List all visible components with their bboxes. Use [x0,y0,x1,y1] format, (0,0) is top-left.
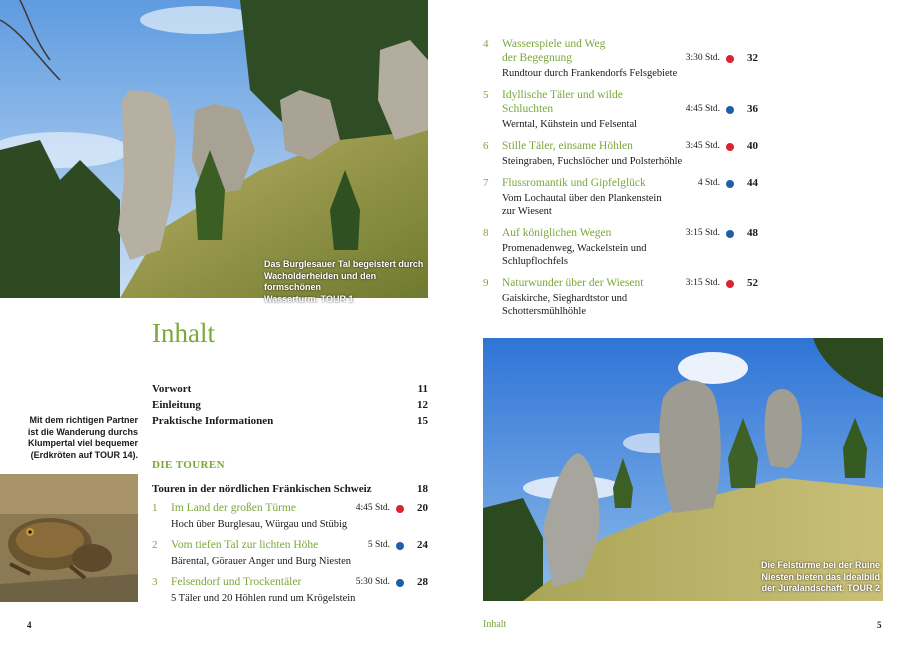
tour-number: 2 [152,539,158,551]
tour-description: Gaiskirche, Sieghardtstor und [502,293,628,304]
tour-duration: 4 Std. [697,178,720,188]
difficulty-dot [726,180,734,188]
tour-description: Rundtour durch Frankendorfs Felsgebiete [502,68,678,79]
photo-toads [0,474,138,602]
tour-description: Hoch über Burglesau, Würgau und Stübig [171,519,348,530]
tour-title: Naturwunder über der Wiesent [502,277,644,289]
tour-entry-5[interactable] [483,89,758,133]
tour-title: Im Land der großen Türme [171,502,296,514]
difficulty-dot [726,143,734,151]
tour-page: 32 [747,52,758,64]
toc-entry-label: Einleitung [152,399,201,411]
caption-line: ist die Wanderung durchs [27,426,138,437]
tour-entry-7[interactable] [483,177,758,221]
tour-page: 20 [417,502,428,514]
tour-description: Promenadenweg, Wackelstein und [502,243,647,254]
tour-title: Vom tiefen Tal zur lichten Höhe [171,539,319,551]
toc-entry-label: Vorwort [152,383,192,395]
toc-region-label: Touren in der nördlichen Fränkischen Schweiz [152,483,372,495]
toc-entry-page: 15 [417,415,428,427]
tour-number: 7 [483,177,489,189]
caption-line: Wasserturm. TOUR 1 [264,293,354,304]
caption-line: Wacholderheiden und den formschönen [264,270,377,292]
tour-title: Flussromantik und Gipfelglück [502,177,646,189]
tour-title: Wasserspiele und Weg [502,38,606,50]
toad-illustration [0,474,138,602]
tour-page: 48 [747,227,758,239]
toad-caption [0,415,138,461]
tour-entry-8[interactable] [483,227,758,271]
left-page-number: 4 [27,620,32,630]
tour-description: Werntal, Kühstein und Felsental [502,119,638,130]
tour-entry-6[interactable] [483,140,758,172]
tour-description: Vom Lochautal über den Plankenstein [502,193,662,204]
tour-page: 40 [747,140,758,152]
toc-entry-page: 12 [417,399,428,411]
caption-line: Die Felstürme bei der Ruine [760,560,880,570]
tour-duration: 5 Std. [367,540,390,550]
tour-number: 9 [483,277,489,289]
difficulty-dot [396,542,404,550]
tour-number: 4 [483,38,489,50]
caption-line: (Erdkröten auf TOUR 14). [30,449,138,460]
tour-number: 1 [152,502,158,514]
tour-duration: 4:45 Std. [355,503,390,513]
tour-duration: 3:15 Std. [685,228,720,238]
tour-page: 44 [747,177,758,189]
tour-page: 24 [417,539,428,551]
tour-description: Bärental, Görauer Anger und Burg Niesten [171,556,352,567]
caption-line: Klumpertal viel bequemer [27,438,138,448]
running-footer-label: Inhalt [483,619,507,630]
tour-entry-2[interactable] [152,539,428,573]
photo-burglesauer-tal [0,0,428,298]
difficulty-dot [396,579,404,587]
tour-duration: 4:45 Std. [685,104,720,114]
toc-entry[interactable] [152,415,428,431]
tour-number: 3 [152,576,158,588]
photo-top-caption [264,259,424,305]
caption-line: Mit dem richtigen Partner [29,415,138,425]
toc-entry[interactable] [152,399,428,415]
photo-right-caption [755,560,880,595]
tour-title: der Begegnung [502,52,572,64]
difficulty-dot [726,106,734,114]
tour-page: 36 [747,103,758,115]
tour-duration: 5:30 Std. [355,577,390,587]
tour-duration: 3:45 Std. [685,141,720,151]
tour-entry-4[interactable] [483,38,758,82]
tour-entry-9[interactable] [483,277,758,321]
tour-title: Auf königlichen Wegen [502,227,612,239]
toc-entry-label: Praktische Informationen [152,415,274,427]
tour-description: zur Wiesent [502,206,552,217]
tour-description: Schlupflochfels [502,256,568,267]
rock-landscape-illustration [0,0,428,298]
tour-duration: 3:30 Std. [685,53,720,63]
section-heading: DIE TOUREN [152,459,225,471]
tour-number: 6 [483,140,489,152]
tour-title: Felsendorf und Trockentäler [171,576,302,588]
caption-line: Niesten bieten das Idealbild [761,571,880,582]
tour-entry-3[interactable] [152,576,428,610]
tour-title: Stille Täler, einsame Höhlen [502,140,633,152]
toc-region-page: 18 [417,483,428,495]
difficulty-dot [726,230,734,238]
tour-title: Schluchten [502,103,554,115]
tour-page: 52 [747,277,758,289]
difficulty-dot [726,55,734,63]
tour-duration: 3:15 Std. [685,278,720,288]
tour-description: Steingraben, Fuchslöcher und Polsterhöhle [502,156,683,167]
tour-description: 5 Täler und 20 Höhlen rund um Krögelstein [171,593,356,604]
toc-entry[interactable] [152,383,428,399]
difficulty-dot [726,280,734,288]
tour-number: 8 [483,227,489,239]
caption-line: der Juralandschaft. TOUR 2 [761,583,880,593]
caption-line: Das Burglesauer Tal begeistert durch [264,259,424,269]
tour-entry-1[interactable] [152,502,428,536]
tour-title: Idyllische Täler und wilde [502,89,623,101]
right-page-number: 5 [877,620,882,630]
tour-page: 28 [417,576,428,588]
page-title: Inhalt [152,318,215,348]
tour-description: Schottersmühlhöhle [502,306,586,317]
difficulty-dot [396,505,404,513]
toc-region-entry[interactable] [152,483,428,495]
tour-number: 5 [483,89,489,101]
toc-entry-page: 11 [417,383,428,395]
